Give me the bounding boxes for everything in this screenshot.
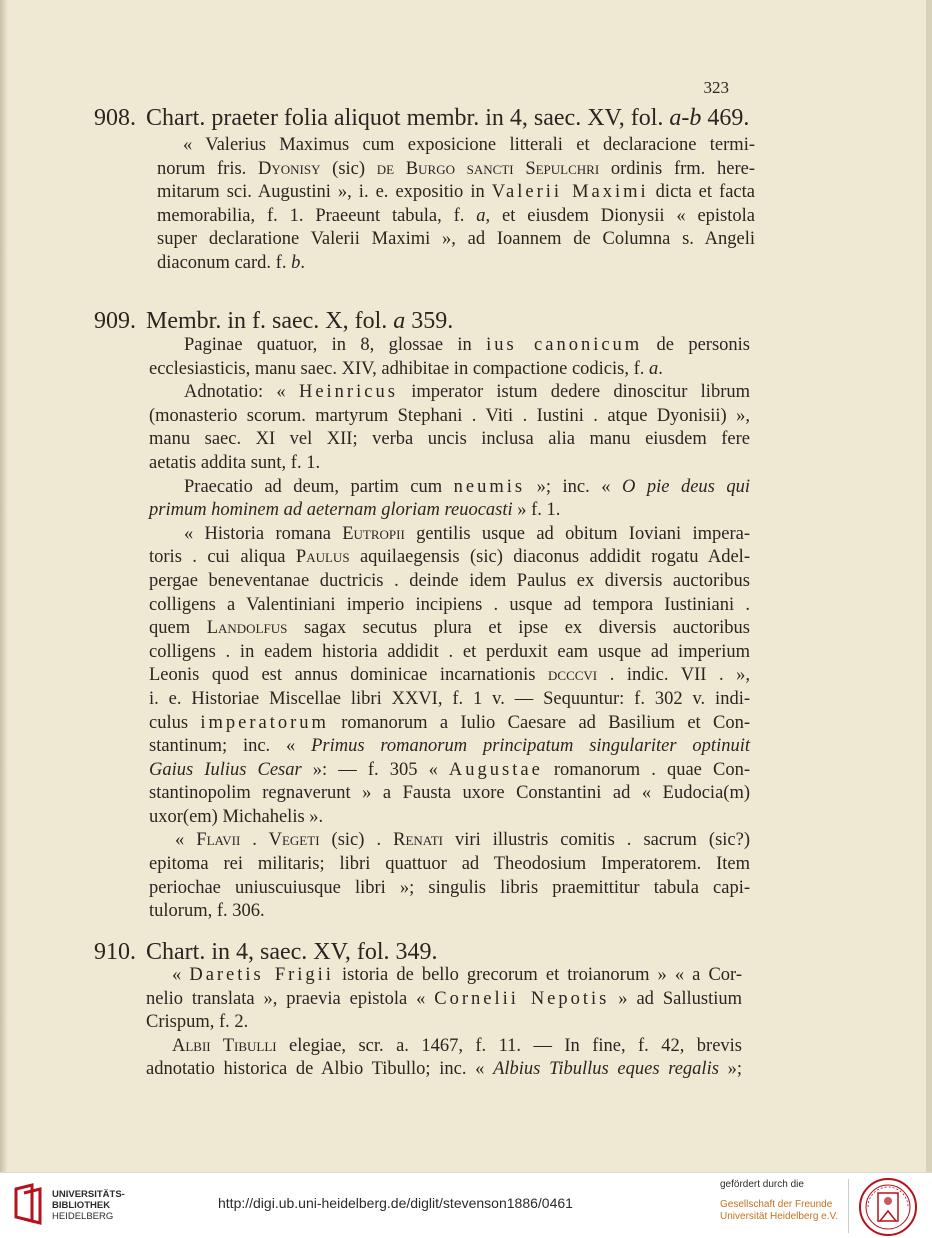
text-line: colligens a Valentiniani imperio incipiens . usque ad tempora Iustiniani .	[149, 594, 750, 615]
entry-number: 910.	[94, 939, 136, 965]
entry-body-910	[146, 964, 742, 1082]
heading-text: Chart. in 4, saec. XV, fol. 349.	[146, 939, 438, 965]
heading-text: Chart. praeter folia aliquot membr. in 4, saec. XV, fol.	[146, 105, 670, 131]
university-seal-icon[interactable]	[858, 1177, 918, 1237]
text-line: Crispum, f. 2.	[146, 1012, 249, 1033]
text-line: Albii Tibulli elegiae, scr. a. 1467, f. 11. — In fine, f. 42, brevis	[172, 1035, 742, 1056]
heading-dash: -	[681, 105, 690, 131]
text-line: « Historia romana Eutropii gentilis usque ad obitum Ioviani impera-	[184, 523, 751, 544]
text-line: Paginae quatuor, in 8, glossae in ius canonicum de personis	[184, 335, 750, 355]
text-line: aetatis addita sunt, f. 1.	[149, 452, 321, 473]
text-line: primum hominem ad aeternam gloriam reuocasti » f. 1.	[149, 500, 561, 521]
text-line: uxor(em) Michahelis ».	[149, 806, 324, 827]
text-line: stantinopolim regnaverunt » a Fausta uxore Constantini ad « Eudocia(m)	[149, 783, 750, 804]
society-name: Gesellschaft der Freunde	[720, 1199, 833, 1210]
heading-text: Membr. in f. saec. X, fol.	[146, 308, 394, 334]
entry-number: 908.	[94, 105, 136, 131]
text-line: Praecatio ad deum, partim cum neumis »; inc. « O pie deus qui	[184, 476, 750, 497]
society-name: Universität Heidelberg e.V.	[720, 1211, 839, 1222]
funder-credit[interactable]	[720, 1179, 840, 1223]
text-line: manu saec. XI vel XII; verba uncis inclusa alia manu eiusdem fere	[149, 429, 750, 450]
page-number: 323	[703, 78, 729, 97]
viewer-footer	[0, 1172, 932, 1238]
entry-heading-909	[94, 309, 794, 333]
text-line: (monasterio scorum. martyrum Stephani . Viti . Iustini . atque Dyonisii) »,	[149, 405, 750, 426]
library-name[interactable]	[52, 1189, 125, 1222]
text-line: norum fris. Dyonisy (sic) de Burgo sancti Sepulchri ordinis frm. here-	[157, 158, 755, 179]
text-line: « Daretis Frigii istoria de bello grecorum et troianorum » « a Cor-	[172, 965, 742, 985]
text-line: toris . cui aliqua Paulus aquilaegensis (sic) diaconus addidit rogatu Adel-	[149, 547, 750, 568]
text-line: « Flavii . Vegeti (sic) . Renati viri illustris comitis . sacrum (sic?)	[175, 830, 750, 851]
text-line: i. e. Historiae Miscellae libri XXVI, f. 1 v. — Sequuntur: f. 302 v. indi-	[149, 688, 750, 709]
library-name-line: BIBLIOTHEK	[52, 1200, 111, 1211]
library-name-line: UNIVERSITÄTS-	[52, 1189, 125, 1200]
text-line: Adnotatio: « Heinricus imperator istum dedere dinoscitur librum	[184, 382, 750, 403]
text-line: periochae uniuscuiusque libri »; singulis libris praemittitur tabula capi-	[149, 877, 750, 898]
text-line: diaconum card. f. b.	[157, 252, 305, 273]
text-line: colligens . in eadem historia addidit . et perduxit eam usque ad imperium	[149, 641, 750, 662]
text-line: super declaratione Valerii Maximi », ad Ioannem de Columna s. Angeli	[157, 229, 755, 250]
text-line: quem Landolfus sagax secutus plura et ipse ex diversis auctoribus	[149, 618, 750, 639]
funded-by-label: gefördert durch die	[720, 1179, 804, 1190]
text-line: mitarum sci. Augustini », i. e. expositio in Valerii Maximi dicta et facta	[157, 182, 755, 203]
text-line: tulorum, f. 306.	[149, 901, 265, 922]
text-line: Gaius Iulius Cesar »: — f. 305 « Augustae romanorum . quae Con-	[149, 759, 750, 780]
text-line: epitoma rei militaris; libri quattuor ad Theodosium Imperatorem. Item	[149, 854, 750, 875]
text-line: culus imperatorum romanorum a Iulio Caesare ad Basilium et Con-	[149, 712, 750, 733]
entry-body-908	[157, 134, 755, 276]
text-line: stantinum; inc. « Primus romanorum principatum singulariter optinuit	[149, 736, 750, 757]
text-line: « Valerius Maximus cum exposicione litterali et declaracione termi-	[183, 135, 755, 155]
library-name-line: HEIDELBERG	[52, 1211, 114, 1222]
heading-italic: a	[393, 308, 406, 334]
text-line: pergae beneventanae ductricis . deinde idem Paulus ex diversis auctoribus	[149, 570, 750, 591]
entry-body-909	[149, 334, 750, 924]
heading-italic: a	[669, 105, 682, 131]
footer-divider	[848, 1179, 849, 1233]
text-line: ecclesiasticis, manu saec. XIV, adhibitae in compactione codicis, f. a.	[149, 358, 663, 379]
heading-text: 359.	[405, 308, 454, 334]
library-logo-icon[interactable]	[12, 1183, 46, 1225]
text-line: Leonis quod est annus dominicae incarnationis dcccvi . indic. VII . »,	[149, 665, 751, 686]
entry-heading-908	[94, 106, 794, 130]
entry-number: 909.	[94, 308, 136, 334]
heading-text: 469.	[701, 105, 750, 131]
text-line: nelio translata », praevia epistola « Cornelii Nepotis » ad Sallustium	[146, 988, 742, 1009]
permalink-url[interactable]: http://digi.ub.uni-heidelberg.de/diglit/stevenson1886/0461	[218, 1195, 573, 1211]
entry-heading-910	[94, 940, 794, 964]
heading-italic: b	[689, 105, 702, 131]
text-line: adnotatio historica de Albio Tibullo; inc. « Albius Tibullus eques regalis »;	[146, 1059, 743, 1080]
text-line: memorabilia, f. 1. Praeeunt tabula, f. a, et eiusdem Dionysii « epistola	[157, 205, 755, 226]
